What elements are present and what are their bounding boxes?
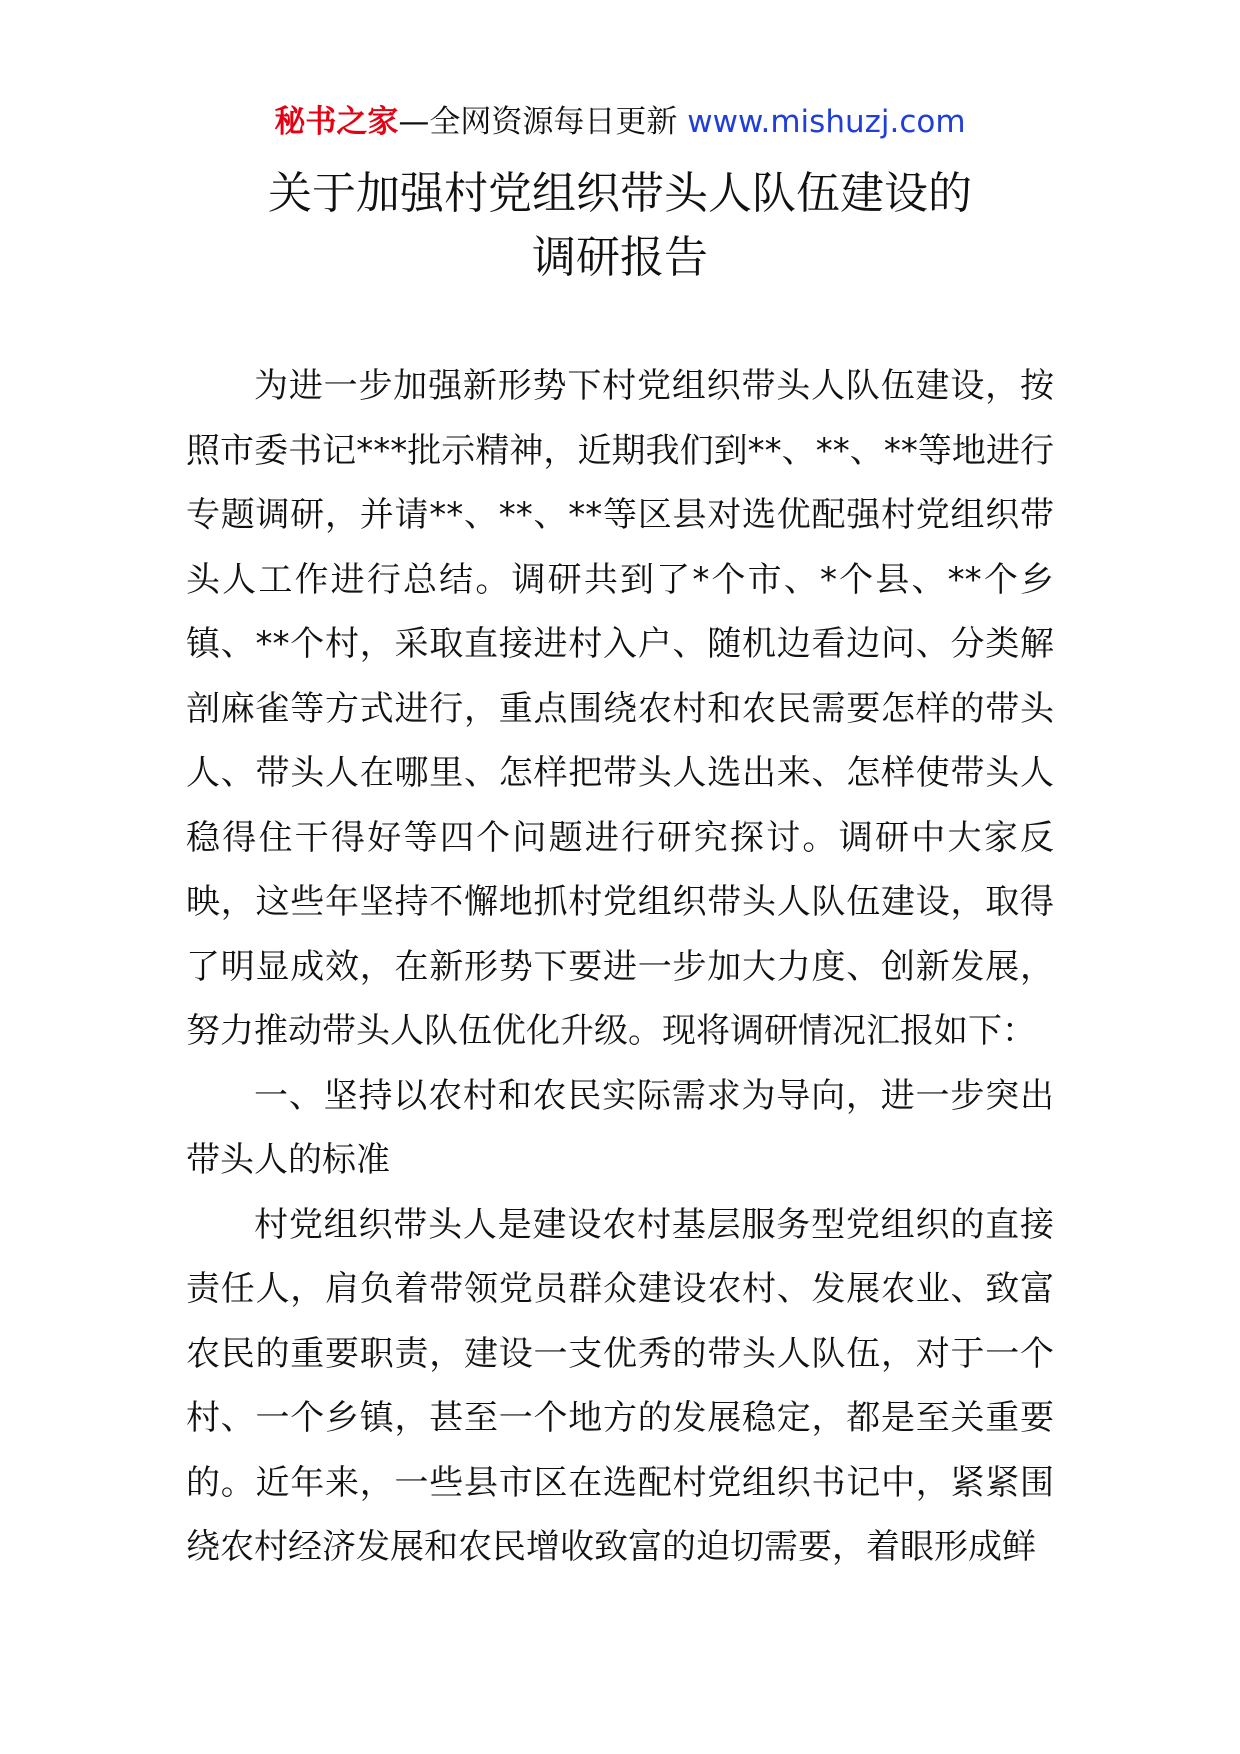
document-body: [186, 354, 1054, 1580]
intro-paragraph: 为进一步加强新形势下村党组织带头人队伍建设，按照市委书记***批示精神，近期我们到**、**、**等地进行专题调研，并请**、**、**等区县对选优配强村党组织带头人工作进行总结。调研共到了*个市、*个县、**个乡镇、**个村，采取直接进村入户、随机边看边问、分类解剖麻雀等方式进行，重点围绕农村和农民需要怎样的带头人、带头人在哪里、怎样把带头人选出来、怎样使带头人稳得住干得好等四个问题进行研究探讨。调研中大家反映，这些年坚持不懈地抓村党组织带头人队伍建设，取得了明显成效，在新形势下要进一步加大力度、创新发展，努力推动带头人队伍优化升级。现将调研情况汇报如下：: [186, 366, 1054, 1051]
document-title: [0, 162, 1240, 290]
site-url-link[interactable]: www.mishuzj.com: [687, 104, 966, 140]
section-heading-1: 一、坚持以农村和农民实际需求为导向，进一步突出带头人的标准: [186, 1075, 1054, 1180]
title-line-2: 调研报告: [532, 232, 708, 283]
title-line-1: 关于加强村党组织带头人队伍建设的: [268, 168, 972, 219]
brand-name: 秘书之家: [274, 104, 399, 140]
site-banner: [0, 100, 1240, 144]
section-1-paragraph: 村党组织带头人是建设农村基层服务型党组织的直接责任人，肩负着带领党员群众建设农村、发展农业、致富农民的重要职责，建设一支优秀的带头人队伍，对于一个村、一个乡镇，甚至一个地方的发展稳定，都是至关重要的。近年来，一些县市区在选配村党组织书记中，紧紧围绕农村经济发展和农民增收致富的迫切需要，着眼形成鲜: [186, 1204, 1054, 1567]
banner-tagline: —全网资源每日更新: [398, 104, 688, 140]
